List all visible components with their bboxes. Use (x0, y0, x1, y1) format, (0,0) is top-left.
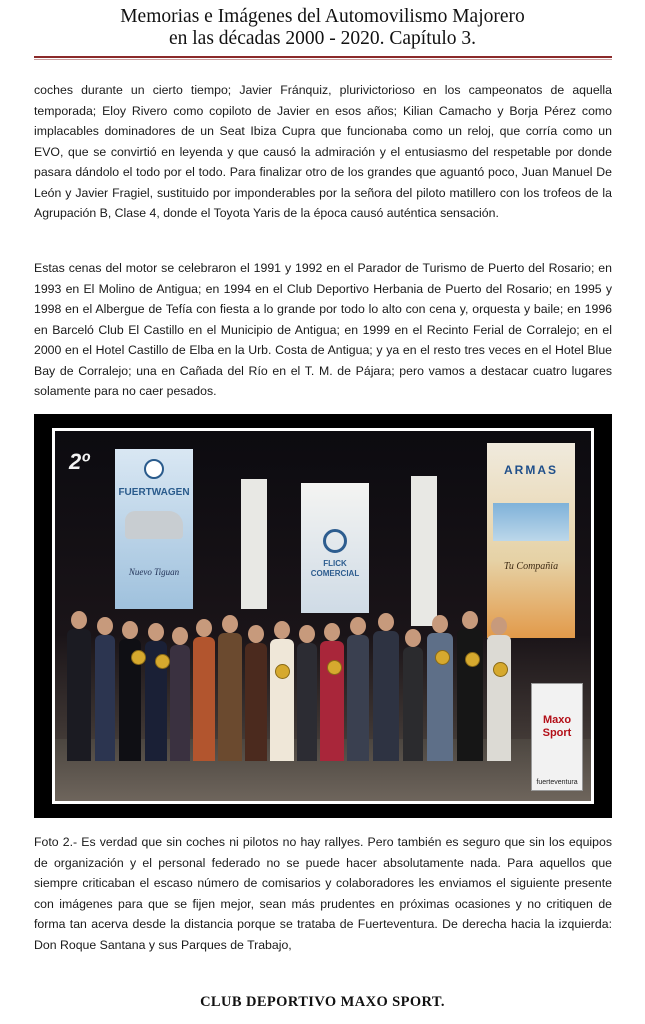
page-header (0, 6, 645, 50)
ship-icon (493, 503, 569, 541)
header-title-line2: en las décadas 2000 - 2020. Capítulo 3. (168, 28, 477, 49)
vw-logo-icon (144, 459, 164, 479)
banner-sponsors-narrow-left (241, 479, 267, 609)
person (347, 617, 369, 761)
paragraph-2: Estas cenas del motor se celebraron el 1991 y 1992 en el Parador de Turismo de Puerto del Rosario; en 1993 en El Molino de Antigua; en 1994 en el Club Deportivo Herbania de Puerto del Rosario; en 1995 y 1998 en el Albergue de Tefía con fiesta a lo grande por todo lo alto con cena y, orquesta y baile; en 1996 en Barceló Club El Castillo en el Municipio de Antigua; en 1999 en el Recinto Ferial de Corralejo; en el 2000 en el Hotel Castillo de Elba en la Urb. Costa de Antigua; y ya en el resto tres veces en el Hotel Blue Bay de Corralejo; una en Cañada del Río en el T. M. de Pájara; pero vamos a destacar cuatro lugares solamente para no caer pesados. (34, 261, 612, 398)
person (457, 611, 483, 761)
paragraph-1: coches durante un cierto tiempo; Javier Fránquiz, plurivictorioso en los campeonatos de aquella temporada; Eloy Rivero como copiloto de Javier en esos años; Kilian Camacho y Borja Pérez como implacables dominadores de un Seat Ibiza Cupra que funcionaba como un reloj, que corría como un EVO, que se convirtió en leyenda y que causó la admiración y el entusiasmo del respetable por donde pasara dándolo el todo por el todo. Para finalizar otro de los grandes que aguantó poco, Juan Manuel De León y Javier Fragiel, sustituido por imponderables por la señora del piloto matillero con los trofeos de la Agrupación B, Clase 4, donde el Toyota Yaris de la época causó auténtica sensación. (34, 83, 612, 220)
trophy-icon (493, 662, 508, 677)
banner-fuertwagen-model: Nuevo Tiguan (128, 567, 180, 577)
trophy-icon (275, 664, 290, 679)
photo-place-number: 2º (69, 449, 90, 474)
group-of-people (55, 601, 591, 761)
banner-armas-slogan: Tu Compañía (503, 561, 559, 572)
banner-flick-brand: FLICK COMERCIAL (310, 559, 360, 578)
person (297, 625, 317, 761)
person (245, 625, 267, 761)
person (218, 615, 242, 761)
banner-armas-brand: ARMAS (504, 463, 558, 477)
header-title-line1: Memorias e Imágenes del Automovilismo Majorero (120, 6, 525, 27)
banner-flick-comercial (301, 483, 369, 613)
maxo-sport-logo-text: Maxo Sport (542, 714, 572, 739)
banner-fuertwagen-brand: FUERTWAGEN (118, 487, 190, 498)
paragraph-photo-caption: Foto 2.- Es verdad que sin coches ni pilotos no hay rallyes. Pero también es seguro que sin los equipos de organización y el personal federado no se puede hacer absolutamente nada. Para aquellos que siempre criticaban el escaso número de comisarios y colaboradores les enviamos el siguiente presente con imágenes para que se fijen mejor, sean más prudentes en próximas ocasiones y no critiquen de forma tan acerva desde la distancia porque se trataba de Fuerteventura. De derecha hacia la izquierda: Don Roque Santana y sus Parques de Trabajo, (34, 835, 612, 952)
person (373, 613, 399, 761)
trophy-icon (327, 660, 342, 675)
person (95, 617, 115, 761)
trophy-icon (435, 650, 450, 665)
person (427, 615, 453, 761)
person (119, 621, 141, 761)
person (487, 617, 511, 761)
event-photo (34, 414, 612, 818)
person (320, 623, 344, 761)
person (170, 627, 190, 761)
maxo-sport-logo-subtext: fuerteventura (536, 779, 578, 786)
trophy-icon (465, 652, 480, 667)
banner-fuertwagen (115, 449, 193, 609)
event-photo-image (52, 428, 594, 804)
page-footer: CLUB DEPORTIVO MAXO SPORT. (200, 994, 445, 1010)
trophy-icon (131, 650, 146, 665)
header-divider (34, 56, 612, 58)
person (145, 623, 167, 761)
maxo-sport-logo (531, 683, 583, 791)
person (270, 621, 294, 761)
person (67, 611, 91, 761)
person (193, 619, 215, 761)
person (403, 629, 423, 761)
car-icon (125, 511, 183, 539)
flick-logo-icon (323, 529, 347, 553)
trophy-icon (155, 654, 170, 669)
header-divider-thin (34, 59, 612, 60)
